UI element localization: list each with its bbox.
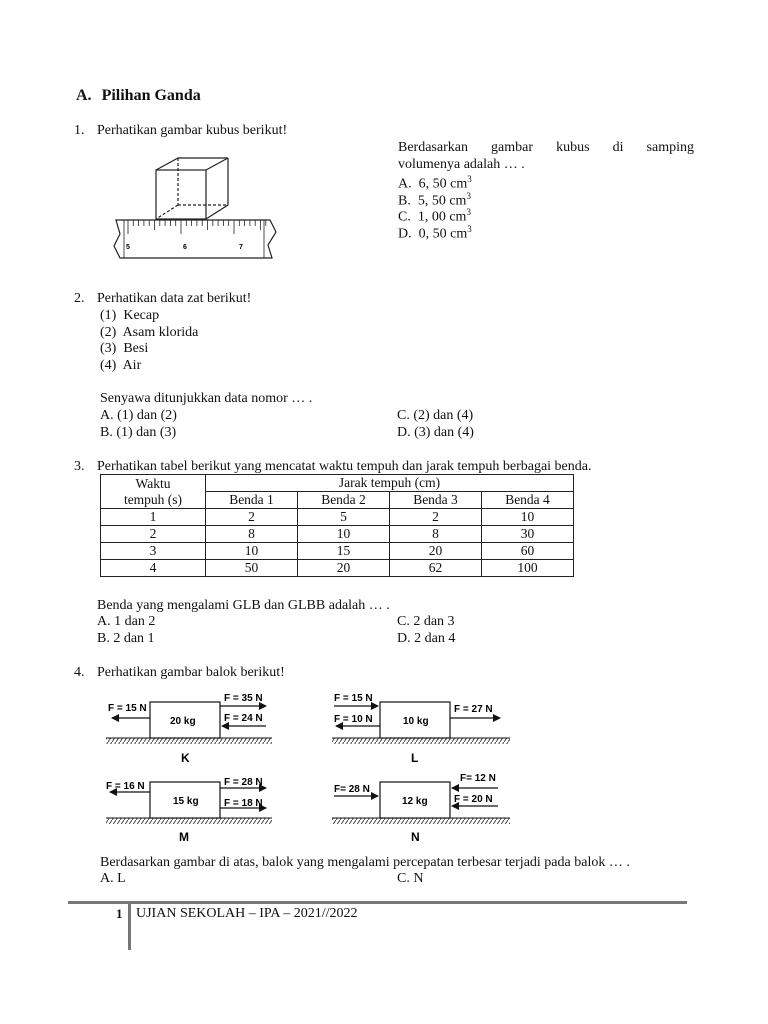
q1-prompt: Perhatikan gambar kubus berikut!	[97, 123, 288, 138]
block-k-mass: 20 kg	[170, 716, 196, 727]
item-label: Air	[122, 358, 142, 373]
option-value: 6, 50 cm	[418, 176, 468, 192]
block-l-label: L	[411, 751, 419, 765]
block-k-force-right-top: F = 35 N	[224, 693, 263, 704]
q2-option-a[interactable]: A. (1) dan (2)	[100, 408, 177, 423]
value-cell: 60	[482, 543, 574, 560]
q2-item	[100, 308, 159, 324]
item-number: (2)	[100, 325, 117, 340]
q2-prompt: Perhatikan data zat berikut!	[97, 291, 252, 306]
ruler-label-5: 5	[126, 244, 130, 251]
q1-number: 1.	[74, 123, 85, 138]
value-cell: 8	[206, 526, 298, 543]
footer-vertical-bar	[128, 904, 131, 950]
item-number: (4)	[100, 358, 117, 373]
item-label: Kecap	[123, 308, 160, 323]
block-m-label: M	[179, 830, 189, 844]
value-cell: 2	[390, 509, 482, 526]
time-header-line2: tempuh (s)	[123, 491, 183, 507]
section-heading	[76, 87, 201, 105]
footer-divider	[68, 901, 687, 904]
q3-prompt: Perhatikan tabel berikut yang mencatat waktu tempuh dan jarak tempuh berbagai benda.	[97, 459, 592, 474]
value-cell: 5	[298, 509, 390, 526]
q4-option-c[interactable]: C. N	[397, 871, 424, 886]
block-m-mass: 15 kg	[173, 796, 199, 807]
table-row	[101, 560, 574, 577]
option-value: 5, 50 cm	[417, 193, 467, 209]
value-cell: 20	[298, 560, 390, 577]
distance-time-table	[100, 474, 574, 577]
q1-text-line2: volumenya adalah … .	[398, 157, 525, 172]
q2-option-c[interactable]: C. (2) dan (4)	[397, 408, 474, 423]
item-label: Asam klorida	[122, 325, 199, 340]
block-l-mass: 10 kg	[403, 716, 429, 727]
block-n-force-left: F= 28 N	[334, 784, 370, 795]
q2-item	[100, 341, 148, 357]
q2-option-d[interactable]: D. (3) dan (4)	[397, 425, 474, 440]
value-cell: 10	[298, 526, 390, 543]
time-cell: 2	[101, 526, 206, 543]
option-letter: A.	[398, 176, 412, 192]
q4-option-a[interactable]: A. L	[100, 871, 126, 886]
q1-option-d[interactable]	[398, 224, 472, 243]
block-m-force-left: F = 16 N	[106, 781, 145, 792]
section-letter: A.	[76, 87, 92, 104]
option-letter: D.	[398, 226, 412, 242]
column-header: Benda 3	[390, 492, 482, 509]
table-row	[101, 543, 574, 560]
block-n-force-right-top: F= 12 N	[460, 773, 496, 784]
column-header: Benda 2	[298, 492, 390, 509]
item-label: Besi	[123, 341, 149, 356]
ruler-label-7: 7	[239, 244, 243, 251]
option-sup: 3	[467, 174, 472, 184]
q4-prompt: Perhatikan gambar balok berikut!	[97, 665, 285, 680]
block-m-force-right-bottom: F = 18 N	[224, 798, 263, 809]
ruler-label-6: 6	[183, 244, 187, 251]
column-header: Benda 1	[206, 492, 298, 509]
q2-item	[100, 358, 141, 374]
table-row	[101, 526, 574, 543]
block-k	[106, 693, 272, 765]
block-m	[106, 777, 272, 844]
block-n-mass: 12 kg	[402, 796, 428, 807]
option-sup: 3	[466, 207, 471, 217]
q3-number: 3.	[74, 459, 85, 474]
column-header: Benda 4	[482, 492, 574, 509]
q4-number: 4.	[74, 665, 85, 680]
block-l	[332, 693, 510, 765]
option-value: 1, 00 cm	[417, 209, 467, 225]
q3-option-b[interactable]: B. 2 dan 1	[97, 631, 155, 646]
option-value: 0, 50 cm	[418, 226, 468, 242]
option-letter: C.	[398, 209, 411, 225]
block-n-force-right-bottom: F = 20 N	[454, 794, 493, 805]
value-cell: 8	[390, 526, 482, 543]
time-cell: 4	[101, 560, 206, 577]
block-k-force-right-bottom: F = 24 N	[224, 713, 263, 724]
item-number: (3)	[100, 341, 117, 356]
block-l-force-right: F = 27 N	[454, 704, 493, 715]
block-k-label: K	[181, 751, 190, 765]
value-cell: 2	[206, 509, 298, 526]
option-sup: 3	[466, 191, 471, 201]
distance-header: Jarak tempuh (cm)	[206, 475, 574, 492]
block-l-force-left-top: F = 15 N	[334, 693, 373, 704]
value-cell: 10	[206, 543, 298, 560]
value-cell: 100	[482, 560, 574, 577]
q2-number: 2.	[74, 291, 85, 306]
item-number: (1)	[100, 308, 117, 323]
time-cell: 1	[101, 509, 206, 526]
footer-text: UJIAN SEKOLAH – IPA – 2021//2022	[136, 906, 358, 921]
q2-option-b[interactable]: B. (1) dan (3)	[100, 425, 177, 440]
value-cell: 30	[482, 526, 574, 543]
q1-option-a[interactable]	[398, 174, 472, 193]
table-row	[101, 509, 574, 526]
section-title: Pilihan Ganda	[101, 87, 201, 104]
block-k-force-left: F = 15 N	[108, 703, 147, 714]
q2-item	[100, 325, 198, 341]
page-number: 1	[116, 906, 123, 921]
value-cell: 62	[390, 560, 482, 577]
time-header	[101, 475, 206, 509]
q3-option-a[interactable]: A. 1 dan 2	[97, 614, 156, 629]
time-header-line1: Waktu	[135, 475, 171, 491]
q4-question: Berdasarkan gambar di atas, balok yang mengalami percepatan terbesar terjadi pada balok … .	[100, 855, 630, 870]
q1-text-line1: Berdasarkan gambar kubus di samping	[398, 140, 694, 155]
option-sup: 3	[467, 224, 472, 234]
block-n	[332, 773, 510, 844]
value-cell: 15	[298, 543, 390, 560]
time-cell: 3	[101, 543, 206, 560]
q3-option-c[interactable]: C. 2 dan 3	[397, 614, 455, 629]
value-cell: 20	[390, 543, 482, 560]
q2-question: Senyawa ditunjukkan data nomor … .	[100, 391, 313, 406]
cube-on-ruler-figure	[108, 150, 278, 265]
block-n-label: N	[411, 830, 420, 844]
q1-option-c[interactable]	[398, 207, 471, 226]
q3-question: Benda yang mengalami GLB dan GLBB adalah … .	[97, 598, 390, 613]
value-cell: 10	[482, 509, 574, 526]
force-blocks-figure	[100, 688, 520, 848]
block-m-force-right-top: F = 28 N	[224, 777, 263, 788]
q3-option-d[interactable]: D. 2 dan 4	[397, 631, 456, 646]
block-l-force-left-bottom: F = 10 N	[334, 714, 373, 725]
value-cell: 50	[206, 560, 298, 577]
option-letter: B.	[398, 193, 411, 209]
